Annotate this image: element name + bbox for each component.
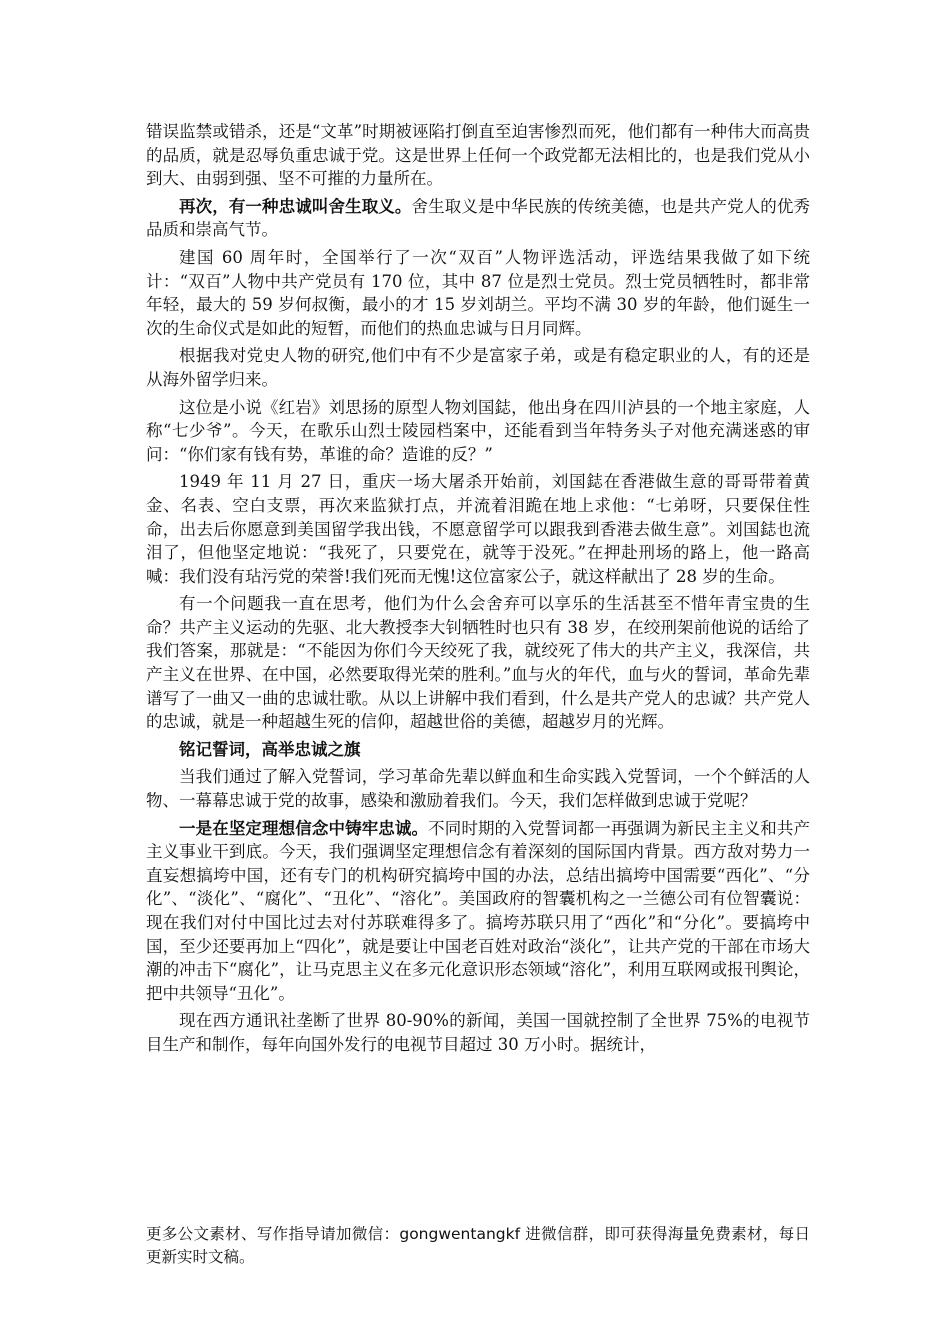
paragraph-5: 这位是小说《红岩》刘思扬的原型人物刘国鋕，他出身在四川泸县的一个地主家庭，人称“七少爷”。今天，在歌乐山烈士陵园档案中，还能看到当年特务头子对他充满迷惑的审问：“你们家有钱有势，革谁的命？造谁的反？” <box>146 397 810 464</box>
paragraph-2: 再次，有一种忠诚叫舍生取义。舍生取义是中华民族的传统美德，也是共产党人的优秀品质和崇高气节。 <box>146 196 811 240</box>
paragraph-3: 建国 60 周年时，全国举行了一次“双百”人物评选活动，评选结果我做了如下统计：“双百”人物中共产党员有 170 位，其中 87 位是烈士党员。烈士党员牺牲时，都非常年轻，最大的 59 岁何叔衡，最小的才 15 岁刘胡兰。平均不满 30 岁的年龄，他们诞生一次的生命仪式是如此的短暂，而他们的热血忠诚与日月同辉。 <box>146 247 810 338</box>
paragraph-1: 错误监禁或错杀，还是“文革”时期被诬陷打倒直至迫害惨烈而死，他们都有一种伟大而高贵的品质，就是忍辱负重忠诚于党。这是世界上任何一个政党都无法相比的，也是我们党从小到大、由弱到强、坚不可摧的力量所在。 <box>146 122 810 189</box>
paragraph-heading: 一是在坚定理想信念中铸牢忠诚。 <box>179 818 429 838</box>
paragraph-7: 有一个问题我一直在思考，他们为什么会舍弃可以享乐的生活甚至不惜年青宝贵的生命？共产主义运动的先驱、北大教授李大钊牺牲时也只有 38 岁，在绞刑架前他说的话给了我们答案，那就是：“不能因为你们今天绞死了我，就绞死了伟大的共产主义，我深信，共产主义在世界、在中国，必然要取得光荣的胜利。”血与火的年代，血与火的誓词，革命先辈谱写了一曲又一曲的忠诚壮歌。从以上讲解中我们看到，什么是共产党人的忠诚？共产党人的忠诚，就是一种超越生死的信仰，超越世俗的美德，超越岁月的光辉。 <box>146 594 810 732</box>
paragraph-4: 根据我对党史人物的研究,他们中有不少是富家子弟，或是有稳定职业的人，有的还是从海外留学归来。 <box>146 346 810 389</box>
paragraph-9: 当我们通过了解入党誓词，学习革命先辈以鲜血和生命实践入党誓词，一个个鲜活的人物、一幕幕忠诚于党的故事，感染和激励着我们。今天，我们怎样做到忠诚于党呢？ <box>146 767 810 811</box>
paragraph-6: 1949 年 11 月 27 日，重庆一场大屠杀开始前，刘国鋕在香港做生意的哥哥带着黄金、名表、空白支票，再次来监狱打点，并流着泪跪在地上求他：“七弟呀，只要保住性命，出去后你愿意到美国留学我出钱，不愿意留学可以跟我到香港去做生意”。刘国鋕也流泪了，但他坚定地说：“我死了，只要党在，就等于没死。”在押赴刑场的路上，他一路高喊：我们没有玷污党的荣誉!我们死而无愧!这位富家公子，就这样献出了 28 岁的生命。 <box>146 472 810 586</box>
page-footer: 更多公文素材、写作指导请加微信：gongwentangkf 进微信群，即可获得海量免费素材，每日更新实时文稿。 <box>146 1225 810 1266</box>
document-body <box>146 120 810 1057</box>
section-heading: 铭记誓词，高举忠诚之旗 <box>179 739 361 759</box>
paragraph-11: 现在西方通讯社垄断了世界 80-90%的新闻，美国一国就控制了全世界 75%的电视节目生产和制作，每年向国外发行的电视节目超过 30 万小时。据统计， <box>146 1011 810 1054</box>
paragraph-10: 一是在坚定理想信念中铸牢忠诚。不同时期的入党誓词都一再强调为新民主主义和共产主义事业干到底。今天，我们强调坚定理想信念有着深刻的国际国内背景。西方敌对势力一直妄想搞垮中国，还有专门的机构研究搞垮中国的办法，总结出搞垮中国需要“西化”、“分化”、“淡化”、“腐化”、“丑化”、“溶化”。美国政府的智囊机构之一兰德公司有位智囊说：现在我们对付中国比过去对付苏联难得多了。搞垮苏联只用了“西化”和“分化”。要搞垮中国，至少还要再加上“四化”，就是要让中国老百姓对政治“淡化”，让共产党的干部在市场大潮的冲击下“腐化”，让马克思主义在多元化意识形态领域“溶化”，利用互联网或报刊舆论，把中共领导“丑化”。 <box>146 818 811 1003</box>
paragraph-heading: 再次，有一种忠诚叫舍生取义。 <box>179 196 412 216</box>
